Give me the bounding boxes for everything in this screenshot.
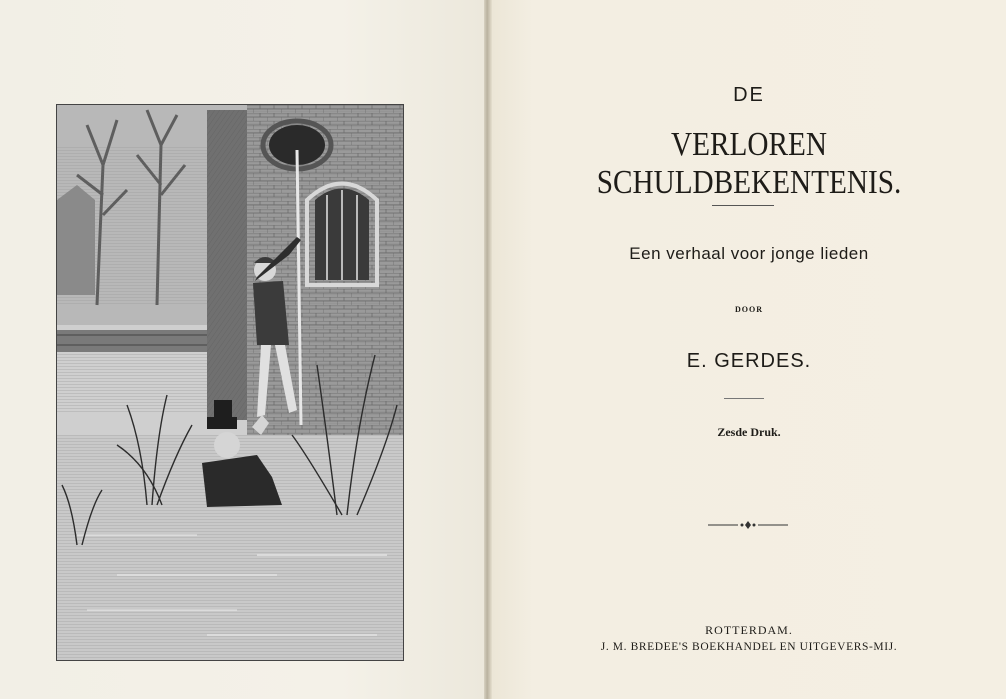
book-title: VERLOREN SCHULDBEKENTENIS. [596, 126, 902, 201]
publisher-name: J. M. BREDEE'S BOEKHANDEL EN UITGEVERS-MIJ. [600, 641, 898, 653]
author-divider [724, 398, 764, 399]
ornament-divider-icon [708, 519, 788, 531]
left-page [0, 0, 486, 699]
author-name: E. GERDES. [686, 350, 812, 372]
book-gutter [484, 0, 492, 699]
title-page [492, 0, 1006, 699]
book-subtitle: Een verhaal voor jonge lieden [629, 244, 869, 263]
edition-label: Zesde Druk. [717, 425, 781, 439]
engraving-boy-on-rope-man-in-water-icon [57, 105, 403, 660]
by-line: DOOR [735, 305, 763, 314]
title-article: DE [733, 84, 765, 106]
frontispiece-engraving [56, 104, 404, 661]
publisher-city: ROTTERDAM. [705, 623, 793, 637]
title-divider [712, 205, 774, 206]
